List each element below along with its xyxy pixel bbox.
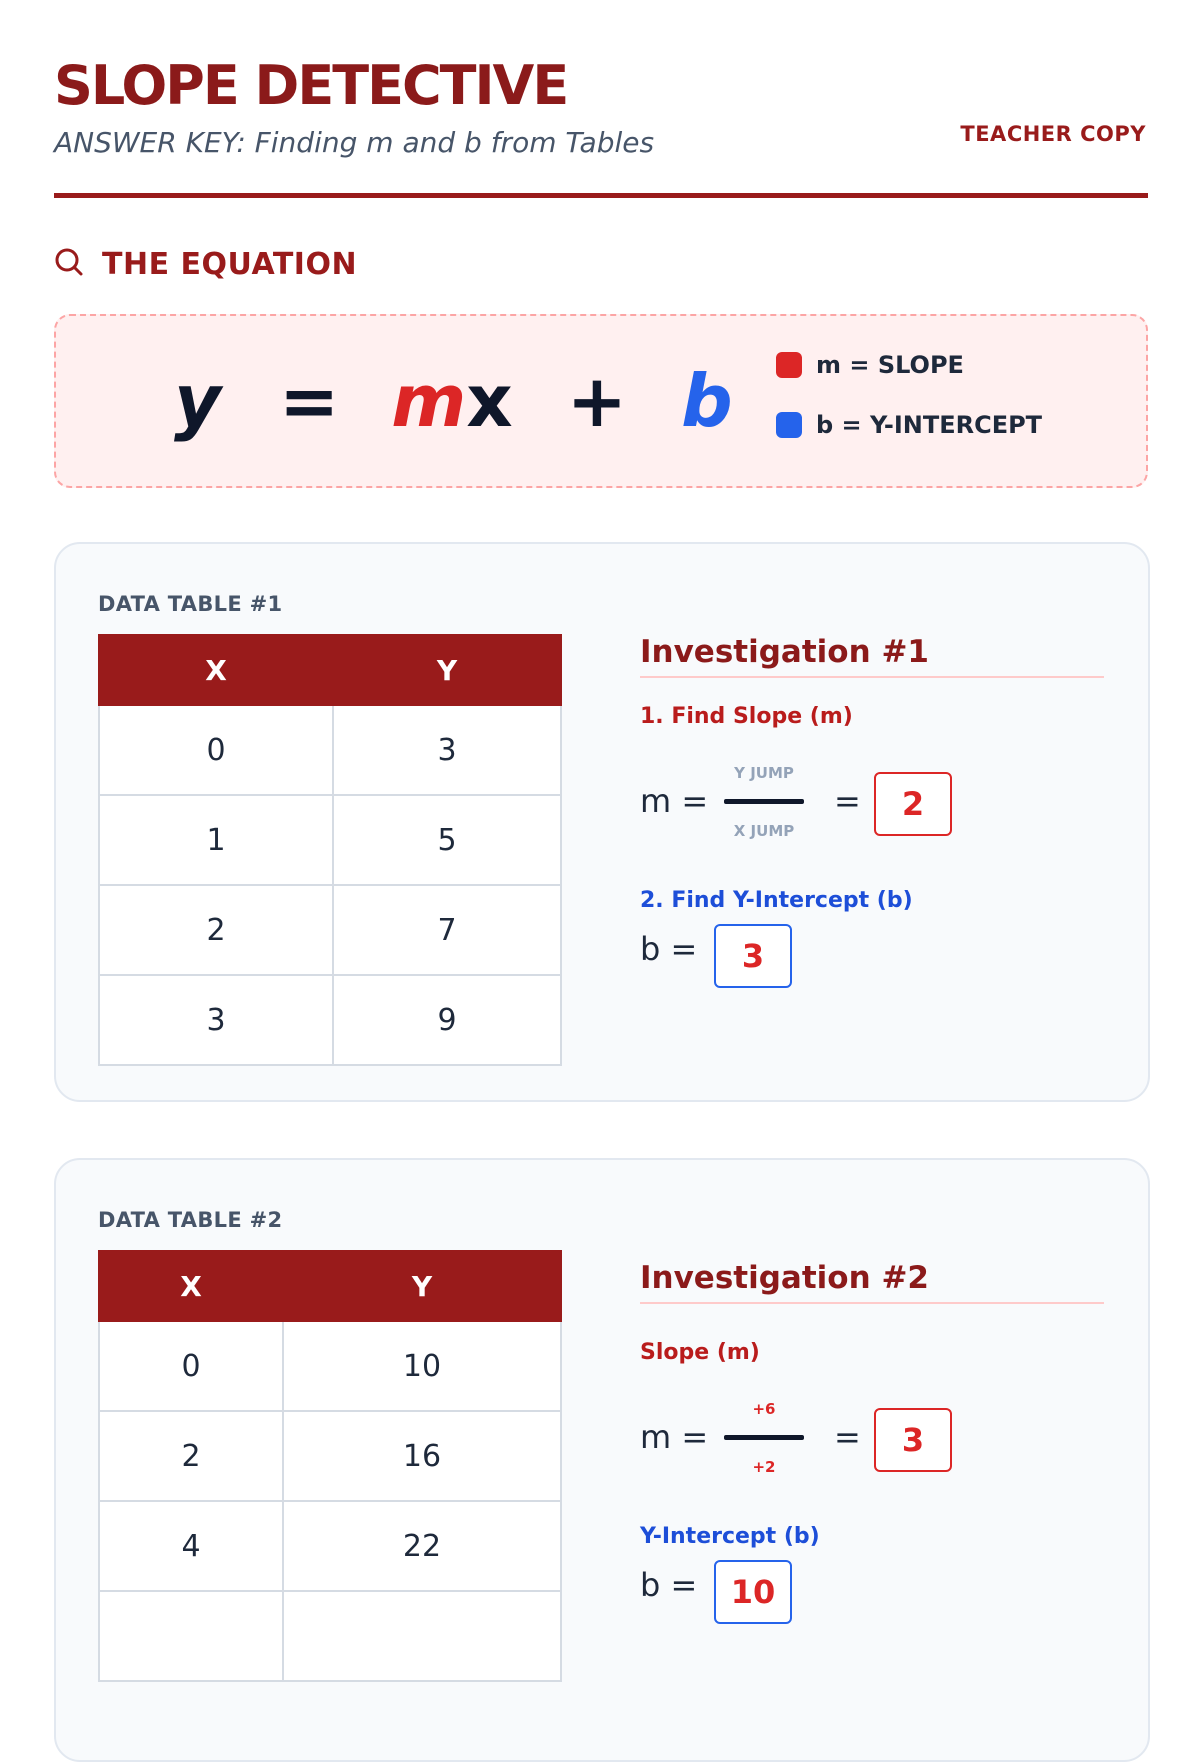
table-cell: 9 bbox=[333, 975, 561, 1065]
equation bbox=[174, 346, 733, 456]
table-cell: 7 bbox=[333, 885, 561, 975]
b-prefix: b = bbox=[640, 1566, 698, 1604]
fraction-numerator: +6 bbox=[752, 1400, 776, 1418]
problem-card-1 bbox=[54, 542, 1150, 1102]
equation-b: b bbox=[681, 359, 733, 443]
table-row bbox=[99, 975, 561, 1065]
intercept-step-label: Y-Intercept (b) bbox=[640, 1524, 820, 1549]
table-cell: 16 bbox=[283, 1411, 561, 1501]
b-prefix: b = bbox=[640, 930, 698, 968]
table-cell: 0 bbox=[99, 1321, 283, 1411]
column-header-y: Y bbox=[283, 1251, 561, 1321]
problem-card-2 bbox=[54, 1158, 1150, 1762]
table-cell bbox=[283, 1591, 561, 1681]
equals-sign: = bbox=[834, 782, 861, 820]
equation-legend bbox=[776, 346, 1042, 466]
equation-box bbox=[54, 314, 1148, 488]
data-table-2 bbox=[98, 1250, 562, 1682]
table-cell: 1 bbox=[99, 795, 333, 885]
investigation-1 bbox=[640, 634, 1104, 1014]
column-header-y: Y bbox=[333, 635, 561, 705]
table-cell bbox=[99, 1591, 283, 1681]
table-header-row bbox=[99, 635, 561, 705]
intercept-answer-box: 3 bbox=[714, 924, 792, 988]
magnifier-icon bbox=[54, 247, 84, 282]
table-cell: 22 bbox=[283, 1501, 561, 1591]
slope-step-label: Slope (m) bbox=[640, 1340, 760, 1365]
equation-heading-text: THE EQUATION bbox=[102, 246, 358, 282]
fraction-bar bbox=[724, 1435, 804, 1440]
equation-x: x bbox=[466, 359, 513, 443]
investigation-title: Investigation #1 bbox=[640, 634, 1104, 678]
legend-item-intercept bbox=[776, 406, 1042, 444]
table-cell: 2 bbox=[99, 885, 333, 975]
slope-step-label: 1. Find Slope (m) bbox=[640, 704, 853, 729]
equation-y: y bbox=[174, 359, 221, 443]
equation-section-heading bbox=[54, 244, 357, 284]
intercept-answer-box: 10 bbox=[714, 1560, 792, 1624]
slope-swatch bbox=[776, 352, 802, 378]
equation-plus: + bbox=[566, 359, 628, 443]
slope-fraction bbox=[724, 1382, 804, 1492]
table-row bbox=[99, 705, 561, 795]
slope-formula bbox=[640, 1382, 1104, 1492]
data-table-1 bbox=[98, 634, 562, 1066]
m-prefix: m = bbox=[640, 1418, 709, 1456]
table-cell: 10 bbox=[283, 1321, 561, 1411]
intercept-formula bbox=[640, 1560, 1104, 1630]
intercept-swatch bbox=[776, 412, 802, 438]
table-cell: 2 bbox=[99, 1411, 283, 1501]
equation-m: m bbox=[391, 359, 467, 443]
investigation-2 bbox=[640, 1260, 1104, 1700]
investigation-title: Investigation #2 bbox=[640, 1260, 1104, 1304]
table-row bbox=[99, 795, 561, 885]
equation-equals: = bbox=[278, 359, 340, 443]
legend-item-slope bbox=[776, 346, 1042, 384]
table-cell: 0 bbox=[99, 705, 333, 795]
column-header-x: X bbox=[99, 635, 333, 705]
fraction-numerator: Y JUMP bbox=[734, 764, 794, 782]
equals-sign: = bbox=[834, 1418, 861, 1456]
page-title: SLOPE DETECTIVE bbox=[54, 54, 568, 117]
table-row bbox=[99, 1501, 561, 1591]
intercept-step-label: 2. Find Y-Intercept (b) bbox=[640, 888, 913, 913]
table-cell: 5 bbox=[333, 795, 561, 885]
intercept-formula bbox=[640, 924, 1104, 994]
column-header-x: X bbox=[99, 1251, 283, 1321]
table-row bbox=[99, 1411, 561, 1501]
table-cell: 3 bbox=[99, 975, 333, 1065]
slope-formula bbox=[640, 746, 1104, 856]
table-row bbox=[99, 885, 561, 975]
teacher-copy-badge: TEACHER COPY bbox=[960, 122, 1146, 146]
fraction-denominator: +2 bbox=[752, 1458, 776, 1476]
table-cell: 4 bbox=[99, 1501, 283, 1591]
data-table-label: DATA TABLE #1 bbox=[98, 592, 283, 616]
table-header-row bbox=[99, 1251, 561, 1321]
slope-fraction bbox=[724, 746, 804, 856]
page-subtitle: ANSWER KEY: Finding m and b from Tables bbox=[54, 126, 655, 159]
m-prefix: m = bbox=[640, 782, 709, 820]
fraction-denominator: X JUMP bbox=[733, 822, 795, 840]
table-row bbox=[99, 1321, 561, 1411]
fraction-bar bbox=[724, 799, 804, 804]
table-row bbox=[99, 1591, 561, 1681]
header-divider bbox=[54, 193, 1148, 198]
table-cell: 3 bbox=[333, 705, 561, 795]
slope-answer-box: 3 bbox=[874, 1408, 952, 1472]
legend-slope-label: m = SLOPE bbox=[816, 351, 964, 379]
legend-intercept-label: b = Y-INTERCEPT bbox=[816, 411, 1043, 439]
data-table-label: DATA TABLE #2 bbox=[98, 1208, 283, 1232]
slope-answer-box: 2 bbox=[874, 772, 952, 836]
